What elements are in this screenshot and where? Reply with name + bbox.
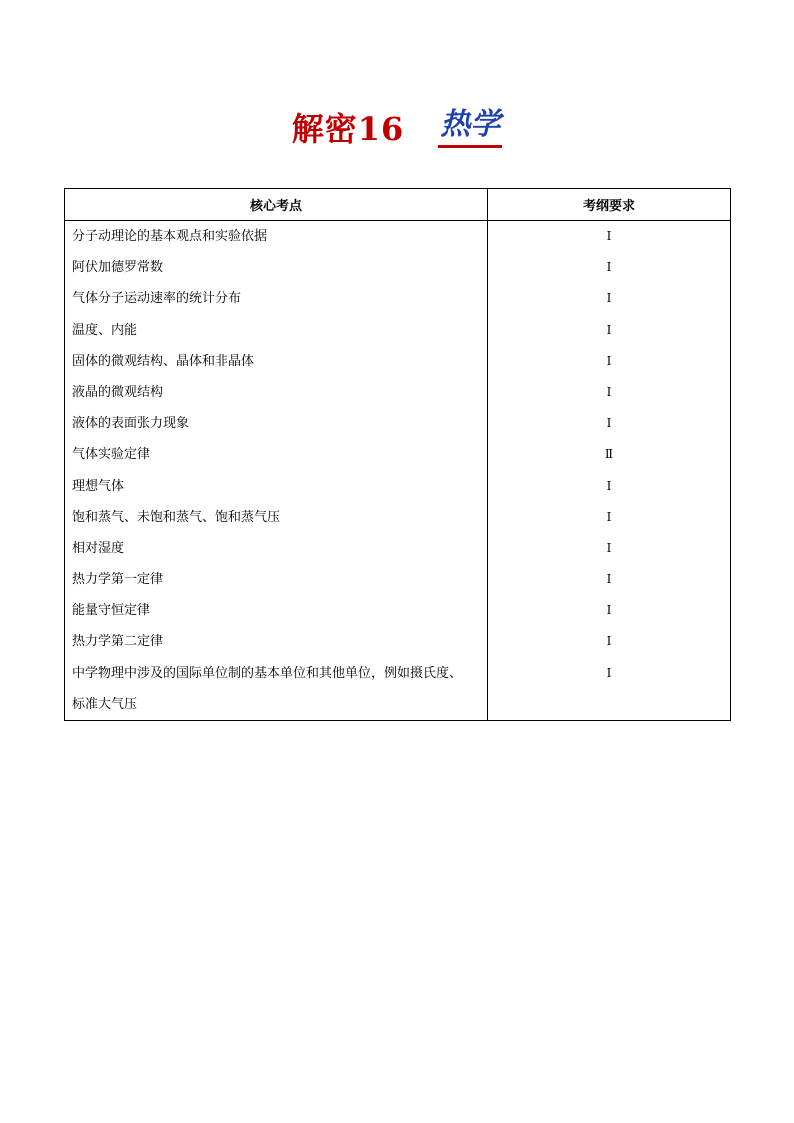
requirement-level: Ⅰ — [606, 260, 612, 275]
topic-item: 热力学第二定律 — [72, 634, 164, 650]
topic-item: 固体的微观结构、晶体和非晶体 — [72, 353, 255, 369]
topic-item: 中学物理中涉及的国际单位制的基本单位和其他单位，例如摄氏度、 — [72, 665, 463, 681]
topic-item: 饱和蒸气、未饱和蒸气、饱和蒸气压 — [72, 509, 281, 525]
table-body-row — [65, 221, 731, 721]
requirement-list — [488, 221, 730, 720]
topic-item: 理想气体 — [72, 478, 125, 494]
requirement-level: Ⅰ — [606, 509, 612, 524]
requirement-level — [488, 689, 730, 720]
requirement-level: Ⅰ — [606, 478, 612, 493]
requirement-column — [488, 221, 731, 721]
topic-item: 热力学第一定律 — [72, 572, 164, 588]
topic-list — [65, 221, 487, 720]
topic-item: 温度、内能 — [72, 322, 138, 338]
requirement-level: Ⅰ — [606, 322, 612, 337]
topic-column — [65, 221, 488, 721]
requirement-level: Ⅰ — [606, 291, 612, 306]
requirement-level: Ⅰ — [606, 229, 612, 243]
requirement-level: Ⅰ — [606, 665, 612, 680]
topic-item: 阿伏加德罗常数 — [72, 260, 164, 276]
title-main: 解密16 — [291, 110, 405, 148]
requirement-level: Ⅱ — [604, 447, 614, 462]
topic-item: 气体实验定律 — [72, 447, 151, 463]
topic-item: 液晶的微观结构 — [72, 384, 164, 400]
topic-item: 液体的表面张力现象 — [72, 416, 190, 432]
requirement-level: Ⅰ — [606, 353, 612, 368]
core-points-table — [64, 188, 731, 721]
topic-item: 能量守恒定律 — [72, 603, 151, 619]
header-requirement: 考纲要求 — [488, 189, 731, 221]
topic-item: 气体分子运动速率的统计分布 — [72, 291, 242, 307]
topic-item: 相对湿度 — [72, 540, 125, 556]
requirement-level: Ⅰ — [606, 603, 612, 618]
requirement-level: Ⅰ — [606, 572, 612, 587]
requirement-level: Ⅰ — [606, 540, 612, 555]
title-subject: 热学 — [438, 106, 502, 148]
header-core-points: 核心考点 — [65, 189, 488, 221]
requirement-level: Ⅰ — [606, 416, 612, 431]
table-header-row — [65, 189, 731, 221]
topic-item: 标准大气压 — [72, 696, 138, 712]
requirement-level: Ⅰ — [606, 384, 612, 399]
topic-item: 分子动理论的基本观点和实验依据 — [72, 229, 268, 244]
requirement-level: Ⅰ — [606, 634, 612, 649]
document-title — [0, 104, 794, 152]
